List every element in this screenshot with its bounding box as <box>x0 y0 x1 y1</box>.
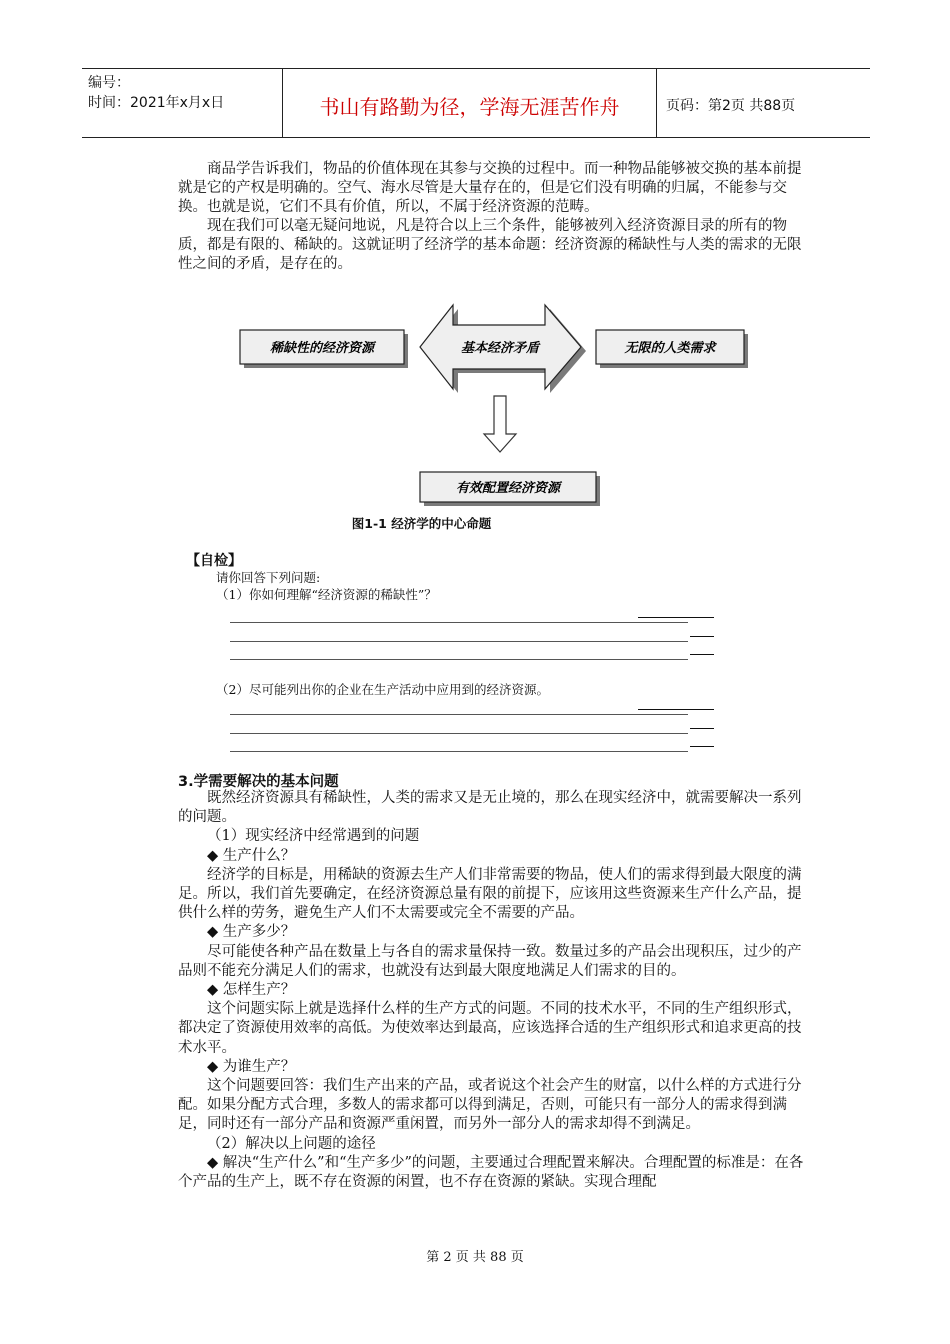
bullet-item: ◆ 生产多少？ <box>207 924 296 941</box>
answer-line[interactable] <box>690 746 714 747</box>
answer-line[interactable] <box>230 659 688 660</box>
page-footer: 第 2 页 共 88 页 <box>426 1250 524 1265</box>
paragraph: 这个问题要回答：我们生产出来的产品，或者说这个社会产生的财富，以什么样的方式进行分配。如果分配方式合理，多数人的需求都可以得到满足，否则，可能只有一部分人的需求得到满足，同时还有一部分产品和资源严重闲置，而另外一部分人的需求却得不到满足。 <box>178 1078 802 1133</box>
paragraph: ◆ 解决“生产什么”和“生产多少”的问题，主要通过合理配置来解决。合理配置的标准是：在各个产品的生产上，既不存在资源的闲置，也不存在资源的紧缺。实现合理配 <box>178 1154 804 1191</box>
answer-line[interactable] <box>638 617 714 618</box>
figure-caption: 图1-1 经济学的中心命题 <box>351 516 492 531</box>
basic-contradiction-label: 基本经济矛盾 <box>460 341 540 356</box>
answer-line[interactable] <box>230 622 688 623</box>
question-2: （2）尽可能列出你的企业在生产活动中应用到的经济资源。 <box>216 682 549 697</box>
subheading: （2）解决以上问题的途径 <box>207 1135 376 1152</box>
subheading: （1）现实经济中经常遇到的问题 <box>207 828 420 845</box>
answer-line[interactable] <box>690 728 714 729</box>
answer-line[interactable] <box>230 733 688 734</box>
answer-line[interactable] <box>638 709 714 710</box>
allocate-resources-label: 有效配置经济资源 <box>455 481 561 496</box>
self-check-instruction: 请你回答下列问题: <box>216 570 321 585</box>
paragraph: 经济学的目标是，用稀缺的资源去生产人们非常需要的物品，使人们的需求得到最大限度的满足。所以，我们首先要确定，在经济资源总量有限的前提下，应该用这些资源来生产什么产品，提供什么样的劳务，避免生产人们不太需要或完全不需要的产品。 <box>178 866 802 922</box>
scarce-resources-label: 稀缺性的经济资源 <box>269 341 375 356</box>
question-1: （1）你如何理解“经济资源的稀缺性”？ <box>216 587 437 602</box>
page-header <box>82 68 870 138</box>
paragraph: 这个问题实际上就是选择什么样的生产方式的问题。不同的技术水平，不同的生产组织形式，都决定了资源使用效率的高低。为使效率达到最高，应该选择合适的生产组织形式和追求更高的技术水平。 <box>178 1001 802 1056</box>
date-label: 时间：2021年x月x日 <box>88 95 225 111</box>
intro-text <box>178 160 805 274</box>
paragraph: 既然经济资源具有稀缺性，人类的需求又是无止境的，那么在现实经济中，就需要解决一系列的问题。 <box>178 790 802 826</box>
header-motto: 书山有路勤为径，学海无涯苦作舟 <box>319 95 620 119</box>
down-arrow-icon <box>484 396 516 452</box>
economics-diagram <box>238 300 758 510</box>
header-meta <box>88 73 282 113</box>
answer-line[interactable] <box>230 641 688 642</box>
answer-line[interactable] <box>690 636 714 637</box>
bullet-item: ◆ 生产什么？ <box>207 847 296 864</box>
bullet-item: ◆ 为谁生产？ <box>207 1058 296 1075</box>
code-label: 编号： <box>88 75 130 91</box>
bullet-item: ◆ 怎样生产？ <box>207 982 296 999</box>
answer-line[interactable] <box>690 654 714 655</box>
answer-line[interactable] <box>230 714 688 715</box>
header-divider <box>656 69 657 137</box>
section-heading: 3.学需要解决的基本问题 <box>178 774 339 790</box>
paragraph: 尽可能使各种产品在数量上与各自的需求量保持一致。数量过多的产品会出现积压，过少的产品则不能充分满足人们的需求，也就没有达到最大限度地满足人们需求的目的。 <box>178 943 802 979</box>
paragraph: 现在我们可以毫无疑问地说，凡是符合以上三个条件，能够被列入经济资源目录的所有的物质，都是有限的、稀缺的。这就证明了经济学的基本命题：经济资源的稀缺性与人类的需求的无限性之间的矛盾，是存在的。 <box>178 218 802 272</box>
paragraph: 商品学告诉我们，物品的价值体现在其参与交换的过程中。而一种物品能够被交换的基本前提就是它的产权是明确的。空气、海水尽管是大量存在的，但是它们没有明确的归属，不能参与交换。也就是说，它们不具有价值，所以，不属于经济资源的范畴。 <box>178 161 802 215</box>
section-body <box>178 789 805 1192</box>
header-page-info: 页码：第2页 共88页 <box>666 98 796 114</box>
self-check-title: 【自检】 <box>186 553 242 569</box>
unlimited-demand-label: 无限的人类需求 <box>624 341 716 356</box>
answer-line[interactable] <box>230 751 688 752</box>
